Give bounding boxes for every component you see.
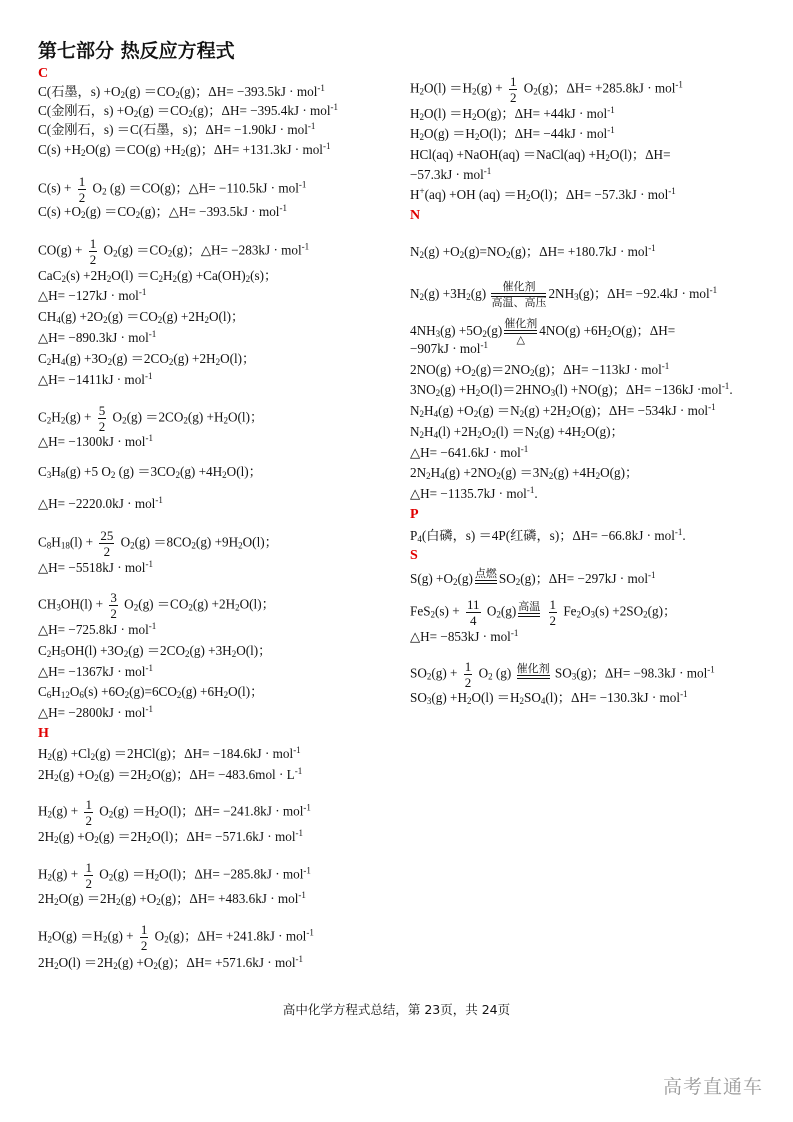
equation-line: $C_6H_{12}O_6(s) +6O_2(g)=6CO_2(g) +6H_2O(l)$； — [38, 684, 264, 700]
equation-line: $SO_2(g)$ + $\frac{1}{2}$ $O_2$ (g) 催化剂 $SO_3(g)$；ΔH= −98.3kJ · mol$^{-1}$ — [410, 659, 715, 690]
equation-line: $C_3H_8(g) +5$ $O_2$ $(g) =3CO_2(g) +4H_2O(l)$； — [38, 464, 262, 480]
equation-line: $2H_2(g) +O_2(g) =2H_2O(l)$；ΔH= −571.6kJ · mol$^{-1}$ — [38, 828, 303, 845]
equation-line: $CH_3OH(l)$ + $\frac{3}{2}$ $O_2(g) =CO_2(g) +2H_2O(l)$； — [38, 590, 275, 621]
equation-line: △H= −2800kJ · mol$^{-1}$ — [38, 704, 153, 720]
equation-line: $2N_2H_4(g) +2NO_2(g) =3N_2(g) +4H_2O(g)$； — [410, 465, 639, 481]
equation-line: $N_2H_4(g) +O_2(g) =N_2(g) +2H_2O(g)$；ΔH= −534kJ · mol$^{-1}$ — [410, 402, 716, 419]
equation-line: $4NH_3(g) +5O_2(g)$ 催化剂 △ $4NO(g) +6H_2O(g)$；ΔH= — [410, 317, 676, 346]
equation-line: $H_2O(g) =H_2(g)$ + $\frac{1}{2}$ $O_2(g)$；ΔH= +241.8kJ · mol$^{-1}$ — [38, 922, 314, 953]
equation-line: $C_8H_{18}(l)$ + $\frac{25}{2}$ $O_2(g) =8CO_2(g) +9H_2O(l)$； — [38, 528, 278, 559]
equation-line: −907kJ · mol$^{-1}$ — [410, 340, 488, 356]
equation-line: $2H_2O(l) =2H_2(g) +O_2(g)$；ΔH= +571.6kJ · mol$^{-1}$ — [38, 954, 303, 971]
equation-line: CO(g) + $\frac{1}{2}$ $O_2(g) =CO_2(g)$；△H= −283kJ · mol$^{-1}$ — [38, 236, 310, 267]
equation-line: $N_2(g) +O_2(g)=NO_2(g)$；ΔH= +180.7kJ · mol$^{-1}$ — [410, 243, 656, 260]
section-heading: N — [410, 208, 421, 223]
fraction: $\frac{1}{2}$ — [140, 922, 148, 953]
equation-line: $N_2H_4(l) +2H_2O_2(l) =N_2(g) +4H_2O(g)$； — [410, 424, 624, 440]
equation-line: $C_2H_4(g) +3O_2(g) =2CO_2(g) +2H_2O(l)$； — [38, 351, 256, 367]
equation-line: △H= −2220.0kJ · mol$^{-1}$ — [38, 495, 163, 511]
equation-line: $S(g) +O_2(g)$ 点燃 $SO_2(g)$；ΔH= −297kJ · mol$^{-1}$ — [410, 568, 655, 592]
equation-line: $H_2(g)$ + $\frac{1}{2}$ $O_2(g) =H_2O(l)$；ΔH= −285.8kJ · mol$^{-1}$ — [38, 860, 311, 891]
page-footer: 高中化学方程式总结，第 23页，共 24页 — [282, 1002, 511, 1017]
equation-line: C(s) + $\frac{1}{2}$ $O_2$ (g) ＝CO(g)；△H= −110.5kJ · mol$^{-1}$ — [38, 174, 307, 205]
equation-line: $H_2O(l) =H_2(g)$ + $\frac{1}{2}$ $O_2(g)$；ΔH= +285.8kJ · mol$^{-1}$ — [410, 74, 683, 105]
equation-line: C(金刚石，s) ＝C(石墨，s)；ΔH= −1.90kJ · mol$^{-1}$ — [38, 121, 316, 137]
section-heading: P — [410, 507, 419, 522]
equation-line: $N_2(g) +3H_2(g)$ 催化剂 高温、高压 $2NH_3(g)$；ΔH= −92.4kJ · mol$^{-1}$ — [410, 280, 718, 309]
fraction: $\frac{1}{2}$ — [509, 74, 517, 105]
section-heading: C — [38, 66, 49, 81]
fraction: $\frac{1}{2}$ — [85, 797, 92, 828]
equation-line: C(金刚石，$s) +O_2(g) =CO_2(g)$；ΔH= −395.4kJ · mol$^{-1}$ — [38, 102, 339, 119]
equation-line: $P_4$(白磷，s) ＝4P(红磷，s)；ΔH= −66.8kJ · mol$^{-1}$. — [410, 527, 686, 544]
equation-line: $C(s) +H_2O(g) =CO(g) +H_2(g)$；ΔH= +131.3kJ · mol$^{-1}$ — [38, 141, 331, 158]
reaction-condition: 点燃 — [475, 568, 497, 592]
equation-line: △H= −853kJ · mol$^{-1}$ — [410, 628, 519, 644]
equation-line: $H_2O(g) =H_2O(l)$；ΔH= −44kJ · mol$^{-1}$ — [410, 125, 615, 142]
fraction: $\frac{1}{2}$ — [549, 597, 557, 628]
equation-line: $2NO(g) +O_2(g)=2NO_2(g)$；ΔH= −113kJ · mol$^{-1}$ — [410, 361, 670, 378]
fraction: $\frac{11}{4}$ — [466, 597, 480, 628]
reaction-condition: 高温 — [518, 601, 540, 625]
equation-line: △H= −127kJ · mol$^{-1}$ — [38, 287, 147, 303]
equation-line: △H= −725.8kJ · mol$^{-1}$ — [38, 621, 157, 637]
fraction: $\frac{1}{2}$ — [89, 236, 97, 267]
fraction: $\frac{25}{2}$ — [100, 528, 114, 559]
equation-line: $H_2O(l) =H_2O(g)$；ΔH= +44kJ · mol$^{-1}$ — [410, 105, 615, 122]
fraction: $\frac{1}{2}$ — [78, 174, 86, 205]
watermark: 高考直通车 — [662, 1076, 763, 1098]
equation-line: $C(s) +O_2(g) =CO_2(g)$；△H= −393.5kJ · mol$^{-1}$ — [38, 203, 287, 220]
reaction-condition: 催化剂 △ — [504, 317, 538, 346]
equation-line: △H= −641.6kJ · mol$^{-1}$ — [410, 444, 529, 460]
equation-line: △H= −1300kJ · mol$^{-1}$ — [38, 433, 153, 449]
equation-line: △H= −1135.7kJ · mol$^{-1}$. — [410, 485, 538, 501]
section-heading: S — [410, 548, 418, 563]
equation-line: C(石墨，$s) +O_2(g) =CO_2(g)$；ΔH= −393.5kJ · mol$^{-1}$ — [38, 83, 325, 100]
equation-line: △H= −1367kJ · mol$^{-1}$ — [38, 663, 153, 679]
fraction: $\frac{3}{2}$ — [110, 590, 117, 621]
equation-line: $C_2H_5OH(l) +3O_2(g) =2CO_2(g) +3H_2O(l)$； — [38, 643, 272, 659]
section-heading: H — [38, 726, 49, 741]
page-title: 第七部分 热反应方程式 — [38, 40, 235, 62]
fraction: $\frac{5}{2}$ — [98, 403, 106, 434]
equation-line: $3NO_2(g) +H_2O(l)=2HNO_3(l) +NO(g)$；ΔH= −136kJ ·mol$^{-1}$. — [410, 381, 733, 398]
reaction-condition: 催化剂 — [517, 663, 550, 687]
equation-line: FeS$_2$(s) + $\frac{11}{4}$ $O_2(g)$ 高温 $\frac{1}{2}$ $Fe_2O_3(s) +2SO_2(g)$； — [410, 597, 677, 628]
equation-line: $H_2(g) +Cl_2(g) =2HCl(g)$；ΔH= −184.6kJ · mol$^{-1}$ — [38, 745, 301, 762]
equation-line: △H= −890.3kJ · mol$^{-1}$ — [38, 329, 157, 345]
equation-line: $C_2H_2(g)$ + $\frac{5}{2}$ $O_2(g) =2CO_2(g) +H_2O(l)$； — [38, 403, 264, 434]
equation-line: △H= −5518kJ · mol$^{-1}$ — [38, 559, 153, 575]
equation-line: −57.3kJ · mol$^{-1}$ — [410, 166, 492, 182]
equation-line: H+(aq) +OH $(aq) =H_2O(l)$；ΔH= −57.3kJ · mol$^{-1}$ — [410, 186, 676, 203]
equation-line: $SO_3(g) +H_2O(l) =H_2SO_4(l)$；ΔH= −130.3kJ · mol$^{-1}$ — [410, 689, 688, 706]
equation-line: △H= −1411kJ · mol$^{-1}$ — [38, 371, 153, 387]
equation-line: $CaC_2(s) +2H_2O(l) =C_2H_2(g) +Ca(OH)_2(s)$； — [38, 268, 278, 284]
fraction: $\frac{1}{2}$ — [85, 860, 92, 891]
equation-line: $2H_2(g) +O_2(g) =2H_2O(g)$；$\Delta H= -483.6mol \cdot L^{-1}$ — [38, 766, 303, 783]
equation-line: $2H_2O(g) =2H_2(g) +O_2(g)$；ΔH= +483.6kJ · mol$^{-1}$ — [38, 890, 306, 907]
reaction-condition: 催化剂 高温、高压 — [491, 280, 547, 309]
equation-line: HCl(aq) +NaOH(aq) ＝NaCl(aq) $+H_2O(l)$；ΔH= — [410, 147, 671, 163]
equation-line: $H_2(g)$ + $\frac{1}{2}$ $O_2(g) =H_2O(l)$；ΔH= −241.8kJ · mol$^{-1}$ — [38, 797, 311, 828]
fraction: $\frac{1}{2}$ — [464, 659, 472, 690]
equation-line: $CH_4(g) +2O_2(g) =CO_2(g) +2H_2O(l)$； — [38, 309, 245, 325]
